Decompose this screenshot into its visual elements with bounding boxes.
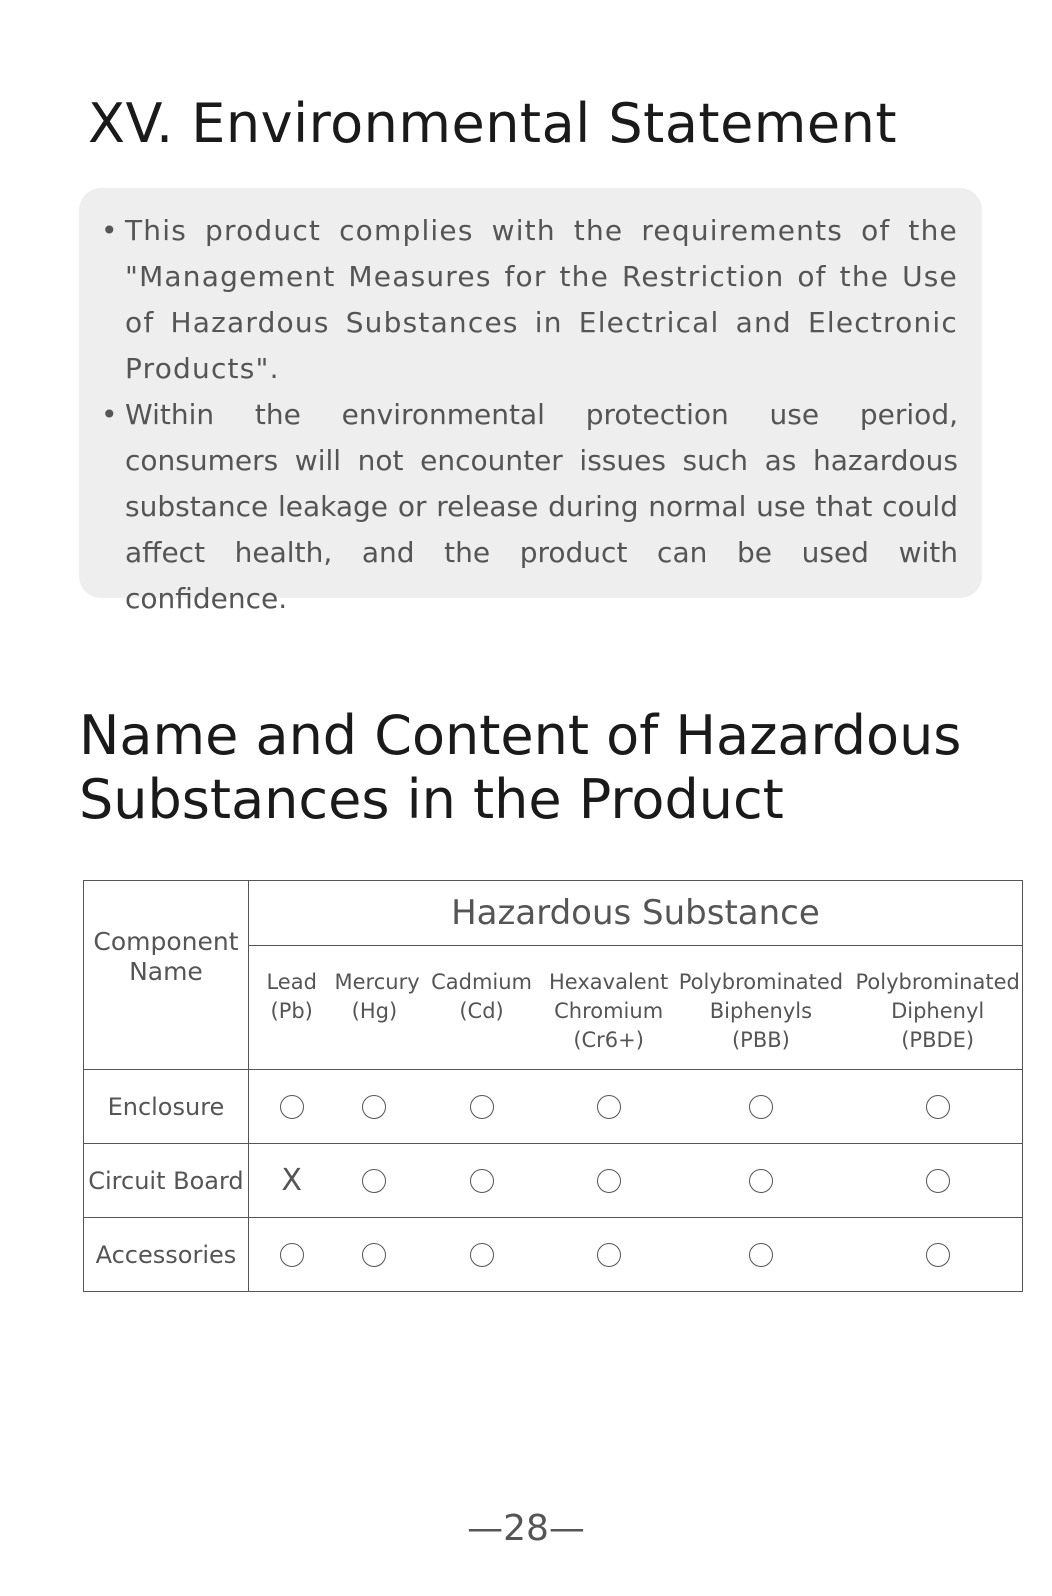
substance-value-cell xyxy=(853,1070,1022,1144)
substance-symbol: (Hg) xyxy=(351,999,398,1023)
bullet-dot-icon: • xyxy=(101,214,118,247)
substance-value-cell xyxy=(853,1218,1022,1292)
within-limit-circle-icon xyxy=(362,1243,386,1267)
within-limit-circle-icon xyxy=(362,1095,386,1119)
table-group-header-row xyxy=(84,881,1023,946)
statement-bullet xyxy=(101,208,958,392)
table-body xyxy=(84,1070,1023,1292)
table-row xyxy=(84,1144,1023,1218)
within-limit-circle-icon xyxy=(749,1169,773,1193)
within-limit-circle-icon xyxy=(362,1169,386,1193)
bullet-dot-icon: • xyxy=(101,398,118,431)
substance-value-cell xyxy=(549,1070,669,1144)
within-limit-circle-icon xyxy=(926,1169,950,1193)
substance-header-cadmium xyxy=(414,946,548,1070)
substance-symbol: (Cr6+) xyxy=(573,1028,644,1052)
substance-header-pbb xyxy=(669,946,854,1070)
substance-value-cell xyxy=(335,1070,415,1144)
statement-bullet xyxy=(101,392,958,622)
within-limit-circle-icon xyxy=(926,1243,950,1267)
substance-symbol: (Cd) xyxy=(459,999,504,1023)
statement-text-compliance: This product complies with the requirements of the "Management Measures for the Restriction of the Use of Hazardous Substances in Electrical and Electronic Products". xyxy=(125,214,958,385)
substance-value-cell xyxy=(248,1218,334,1292)
within-limit-circle-icon xyxy=(470,1243,494,1267)
substance-name: Polybrominated Biphenyls xyxy=(678,970,844,1023)
substance-value-cell xyxy=(549,1144,669,1218)
substance-name: Hexavalent Chromium xyxy=(549,970,669,1023)
substance-name: Lead xyxy=(266,970,317,994)
hazardous-substance-table xyxy=(83,880,1023,1292)
substance-header-pbde xyxy=(853,946,1022,1070)
within-limit-circle-icon xyxy=(470,1095,494,1119)
substance-value-cell xyxy=(669,1144,854,1218)
substance-header-lead xyxy=(248,946,334,1070)
table-title: Name and Content of Hazardous Substances in the Product xyxy=(79,704,962,831)
substance-symbol: (Pb) xyxy=(270,999,313,1023)
table-row xyxy=(84,1070,1023,1144)
component-name-cell: Accessories xyxy=(84,1218,249,1292)
within-limit-circle-icon xyxy=(749,1243,773,1267)
within-limit-circle-icon xyxy=(926,1095,950,1119)
component-name-header: Component Name xyxy=(84,881,249,1070)
page-number: —28— xyxy=(467,1508,585,1549)
substance-symbol: (PBDE) xyxy=(901,1028,975,1052)
within-limit-circle-icon xyxy=(280,1243,304,1267)
substance-value-cell xyxy=(414,1144,548,1218)
substance-symbol: (PBB) xyxy=(731,1028,790,1052)
within-limit-circle-icon xyxy=(597,1243,621,1267)
substance-header-hexavalent-chromium xyxy=(549,946,669,1070)
table-row xyxy=(84,1218,1023,1292)
component-name-cell: Circuit Board xyxy=(84,1144,249,1218)
substance-value-cell xyxy=(248,1144,334,1218)
substance-value-cell xyxy=(414,1218,548,1292)
component-name-cell: Enclosure xyxy=(84,1070,249,1144)
substance-value-cell xyxy=(669,1070,854,1144)
statement-box xyxy=(79,188,982,615)
substance-value-cell xyxy=(335,1218,415,1292)
substance-value-cell xyxy=(549,1218,669,1292)
statement-text-safety: Within the environmental protection use period, consumers will not encounter issues such as hazardous substance leakage or release during normal use that could affect health, and the product can be used with confidence. xyxy=(125,398,958,615)
section-title: XV. Environmental Statement xyxy=(88,92,898,155)
substance-value-cell xyxy=(335,1144,415,1218)
substance-value-cell xyxy=(853,1144,1022,1218)
within-limit-circle-icon xyxy=(597,1095,621,1119)
substance-value-cell xyxy=(669,1218,854,1292)
substance-name: Cadmium xyxy=(431,970,532,994)
within-limit-circle-icon xyxy=(280,1095,304,1119)
hazardous-substance-header: Hazardous Substance xyxy=(248,881,1022,946)
substance-value-cell xyxy=(414,1070,548,1144)
within-limit-circle-icon xyxy=(749,1095,773,1119)
exceeds-limit-mark: X xyxy=(281,1162,302,1198)
within-limit-circle-icon xyxy=(597,1169,621,1193)
substance-header-mercury xyxy=(334,946,420,1070)
within-limit-circle-icon xyxy=(470,1169,494,1193)
substance-name: Mercury xyxy=(334,970,420,994)
substance-name: Polybrominated Diphenyl xyxy=(855,970,1020,1023)
substance-value-cell xyxy=(248,1070,334,1144)
